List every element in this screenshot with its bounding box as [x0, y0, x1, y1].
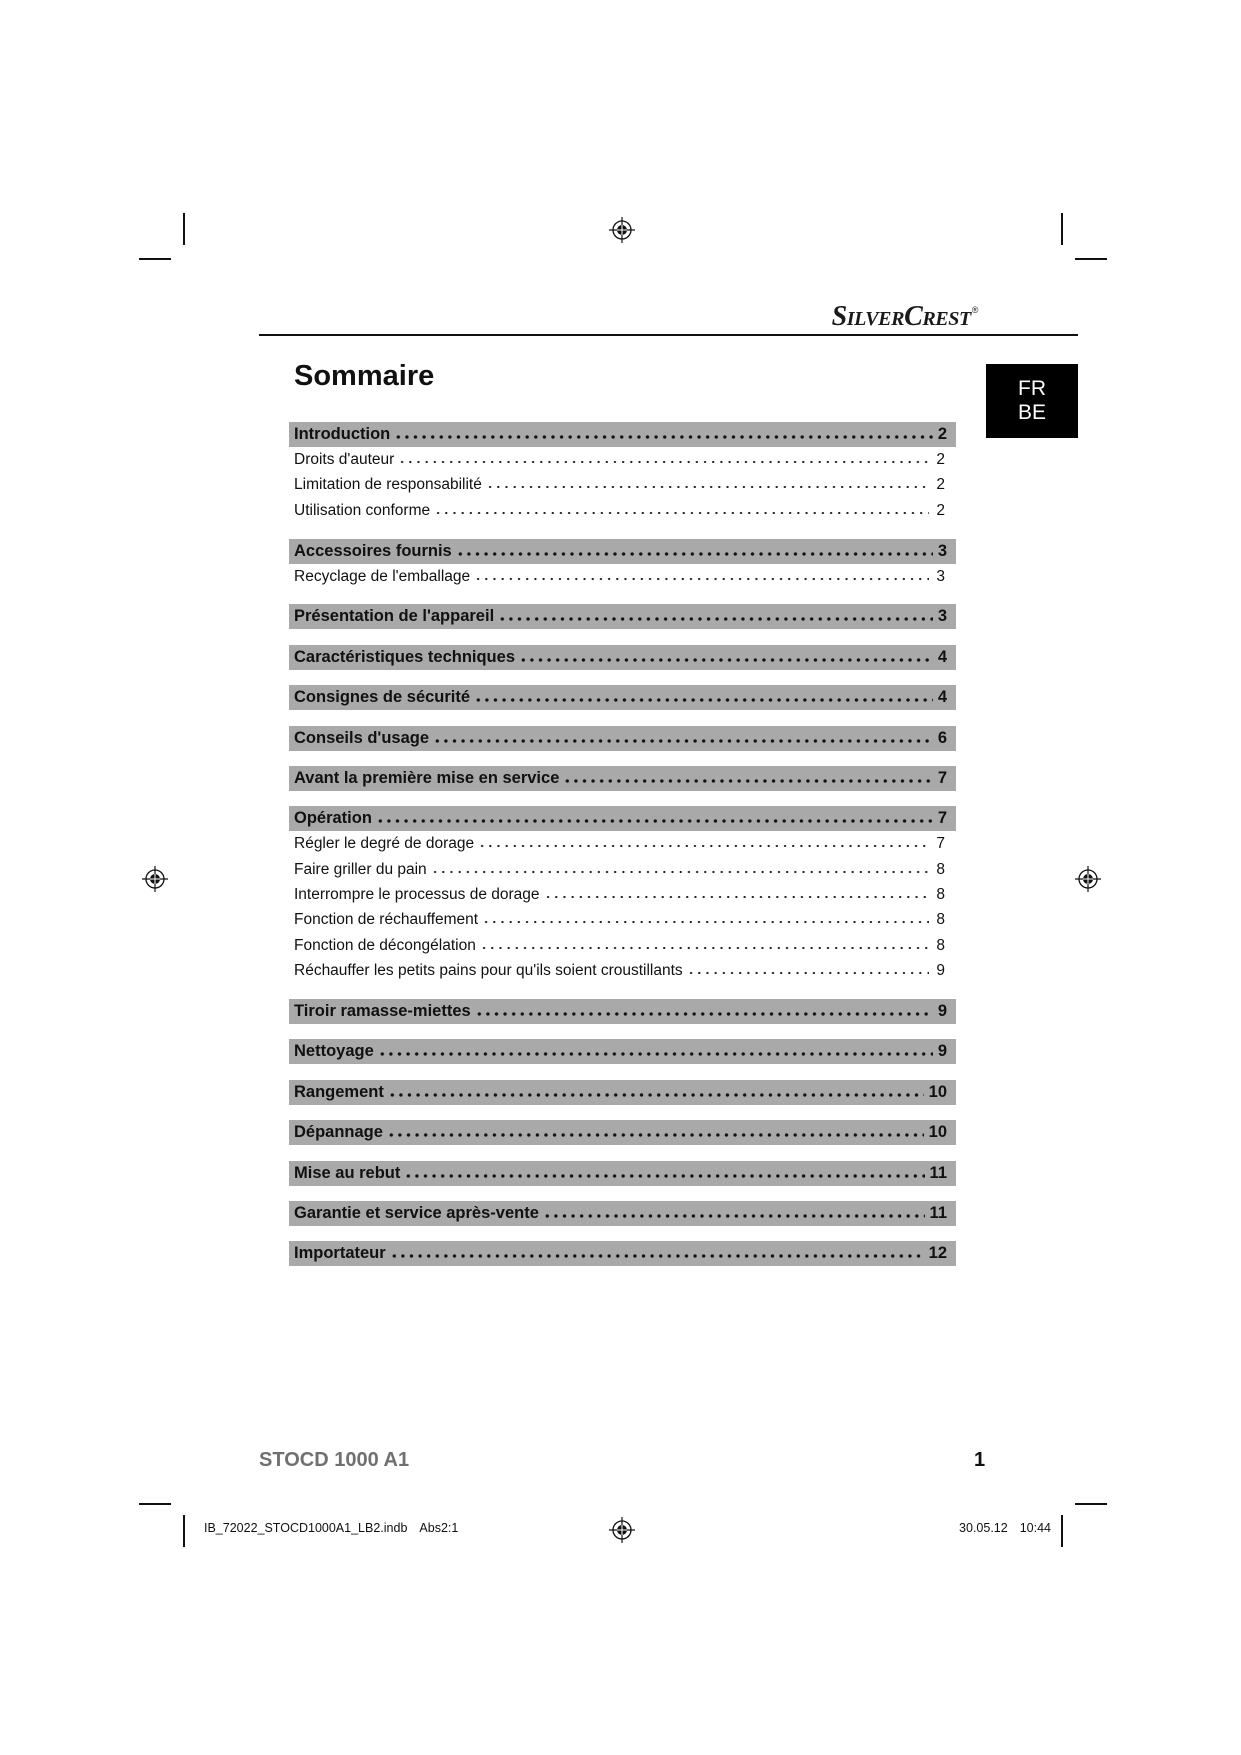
toc-heading-page: 2 — [937, 425, 947, 443]
dot-leader — [480, 946, 930, 950]
model-number: STOCD 1000 A1 — [259, 1449, 410, 1471]
toc-entry — [289, 564, 956, 589]
toc-entry-page: 3 — [936, 567, 945, 585]
dot-leader — [378, 1052, 933, 1056]
toc-section — [289, 1201, 956, 1226]
toc-heading-title: Nettoyage — [294, 1042, 374, 1061]
dot-leader — [475, 1012, 933, 1016]
toc-entry-title: Droits d'auteur — [294, 451, 395, 468]
dot-leader — [543, 1214, 925, 1218]
crop-mark — [1075, 1503, 1107, 1505]
dot-leader — [456, 552, 933, 556]
print-slug-file — [204, 1520, 458, 1536]
dot-leader — [563, 779, 932, 783]
toc-entry — [289, 958, 956, 983]
crop-mark — [1061, 1515, 1063, 1547]
crop-mark — [139, 258, 171, 260]
toc-heading-page: 4 — [937, 688, 947, 707]
dot-leader — [498, 617, 933, 621]
toc-section — [289, 766, 956, 791]
toc-heading-title: Mise au rebut — [294, 1163, 401, 1182]
crop-mark — [139, 1503, 171, 1505]
toc-section — [289, 1241, 956, 1266]
toc-heading-title: Caractéristiques techniques — [294, 647, 515, 666]
toc-entry — [289, 857, 956, 882]
toc-heading — [289, 1161, 956, 1186]
dot-leader — [398, 460, 929, 464]
dot-leader — [390, 1254, 924, 1258]
brand-name-part2: Crest — [904, 301, 971, 332]
toc-entry-title: Limitation de responsabilité — [294, 476, 482, 494]
print-slug-date — [959, 1520, 1051, 1536]
slug-time: 10:44 — [1019, 1521, 1051, 1535]
toc-heading-page: 7 — [937, 809, 947, 828]
brand-logo — [831, 294, 978, 332]
page-number: 1 — [974, 1449, 986, 1471]
toc-heading — [289, 645, 956, 670]
toc-heading-title: Garantie et service après-vente — [294, 1203, 539, 1222]
toc-section — [289, 806, 956, 983]
toc-entry-page: 8 — [936, 860, 945, 878]
toc-entry-title: Faire griller du pain — [294, 860, 427, 878]
dot-leader — [474, 698, 933, 702]
toc-heading-page: 7 — [937, 768, 947, 787]
toc-section — [289, 645, 956, 670]
toc-heading-page: 9 — [937, 1042, 947, 1061]
toc-heading-page: 11 — [929, 1203, 947, 1222]
brand-name-part1: Silver — [831, 301, 905, 332]
registration-mark-icon — [1074, 865, 1102, 893]
dot-leader — [431, 870, 930, 874]
toc-section — [289, 1080, 956, 1105]
toc-section — [289, 999, 956, 1024]
toc-heading-title: Consignes de sécurité — [294, 688, 471, 707]
toc-heading-title: Introduction — [294, 425, 391, 443]
toc-entry-page: 2 — [936, 476, 945, 494]
dot-leader — [387, 1133, 924, 1137]
toc-entry-page: 8 — [936, 886, 945, 904]
toc-heading-title: Avant la première mise en service — [294, 768, 560, 787]
language-code-fr: FR — [1018, 377, 1046, 400]
toc-heading — [289, 539, 956, 564]
toc-entry-title: Régler le degré de dorage — [294, 835, 475, 853]
dot-leader — [474, 577, 929, 581]
table-of-contents — [289, 422, 956, 1266]
toc-heading — [289, 1080, 956, 1105]
header-rule — [259, 334, 1078, 336]
toc-heading — [289, 1241, 956, 1266]
page-title: Sommaire — [294, 360, 435, 392]
dot-leader — [519, 658, 933, 662]
toc-section — [289, 422, 956, 523]
toc-heading-title: Tiroir ramasse-miettes — [294, 1002, 471, 1021]
language-badge — [986, 364, 1078, 438]
registered-mark: ® — [971, 305, 978, 315]
toc-heading — [289, 766, 956, 791]
toc-entry-title: Fonction de réchauffement — [294, 911, 479, 929]
crop-mark — [183, 1515, 185, 1547]
toc-heading — [289, 604, 956, 629]
toc-entry-title: Réchauffer les petits pains pour qu'ils soient croustillants — [294, 962, 683, 980]
dot-leader — [388, 1093, 924, 1097]
toc-entry-title: Interrompre le processus de dorage — [294, 886, 540, 904]
dot-leader — [486, 485, 930, 489]
toc-heading-page: 3 — [937, 541, 947, 560]
toc-entry-title: Fonction de décongélation — [294, 936, 476, 954]
toc-heading-page: 9 — [937, 1002, 947, 1021]
toc-entry-title: Utilisation conforme — [294, 501, 431, 519]
toc-heading-title: Opération — [294, 809, 372, 828]
toc-entry-page: 8 — [936, 936, 945, 954]
toc-section — [289, 685, 956, 710]
toc-heading-page: 12 — [928, 1244, 947, 1263]
registration-mark-icon — [608, 216, 636, 244]
toc-heading-page: 10 — [928, 1123, 947, 1142]
toc-heading-title: Importateur — [294, 1244, 386, 1263]
toc-heading-title: Présentation de l'appareil — [294, 607, 495, 626]
toc-heading-title: Accessoires fournis — [294, 541, 452, 560]
toc-section — [289, 1039, 956, 1064]
dot-leader — [687, 971, 930, 975]
toc-heading-title: Dépannage — [294, 1123, 383, 1142]
dot-leader — [434, 511, 929, 515]
toc-entry — [289, 907, 956, 932]
toc-entry — [289, 472, 956, 497]
toc-heading-title: Rangement — [294, 1082, 384, 1101]
toc-entry-title: Recyclage de l'emballage — [294, 567, 471, 585]
toc-section — [289, 604, 956, 629]
toc-heading-page: 3 — [937, 607, 947, 626]
toc-entry — [289, 498, 956, 523]
crop-mark — [183, 213, 185, 245]
dot-leader — [544, 895, 930, 899]
registration-mark-icon — [141, 865, 169, 893]
toc-section — [289, 1161, 956, 1186]
language-code-be: BE — [1017, 401, 1046, 424]
slug-section: Abs2:1 — [419, 1521, 459, 1535]
toc-heading — [289, 999, 956, 1024]
toc-heading-title: Conseils d'usage — [294, 728, 430, 747]
toc-heading — [289, 1039, 956, 1064]
toc-heading — [289, 422, 956, 447]
toc-section — [289, 1120, 956, 1145]
dot-leader — [404, 1174, 924, 1178]
toc-heading — [289, 1201, 956, 1226]
toc-entry-page: 9 — [936, 962, 945, 980]
toc-heading — [289, 726, 956, 751]
toc-entry — [289, 447, 956, 472]
toc-section — [289, 539, 956, 589]
toc-entry — [289, 831, 956, 856]
toc-heading-page: 6 — [937, 728, 947, 747]
dot-leader — [433, 739, 933, 743]
toc-entry — [289, 882, 956, 907]
toc-heading-page: 4 — [937, 647, 947, 666]
crop-mark — [1061, 213, 1063, 245]
toc-entry-page: 2 — [936, 501, 945, 519]
toc-entry-page: 8 — [936, 911, 945, 929]
slug-date: 30.05.12 — [959, 1521, 1008, 1535]
toc-heading — [289, 1120, 956, 1145]
crop-mark — [1075, 258, 1107, 260]
toc-entry-page: 2 — [936, 451, 945, 468]
toc-section — [289, 726, 956, 751]
slug-filename: IB_72022_STOCD1000A1_LB2.indb — [204, 1521, 408, 1535]
dot-leader — [478, 844, 929, 848]
toc-heading — [289, 685, 956, 710]
toc-heading-page: 10 — [928, 1082, 947, 1101]
dot-leader — [376, 819, 933, 823]
toc-heading-page: 11 — [929, 1163, 947, 1182]
dot-leader — [394, 435, 933, 439]
registration-mark-icon — [608, 1516, 636, 1544]
toc-entry — [289, 933, 956, 958]
dot-leader — [482, 920, 929, 924]
toc-heading — [289, 806, 956, 831]
toc-entry-page: 7 — [936, 835, 945, 853]
